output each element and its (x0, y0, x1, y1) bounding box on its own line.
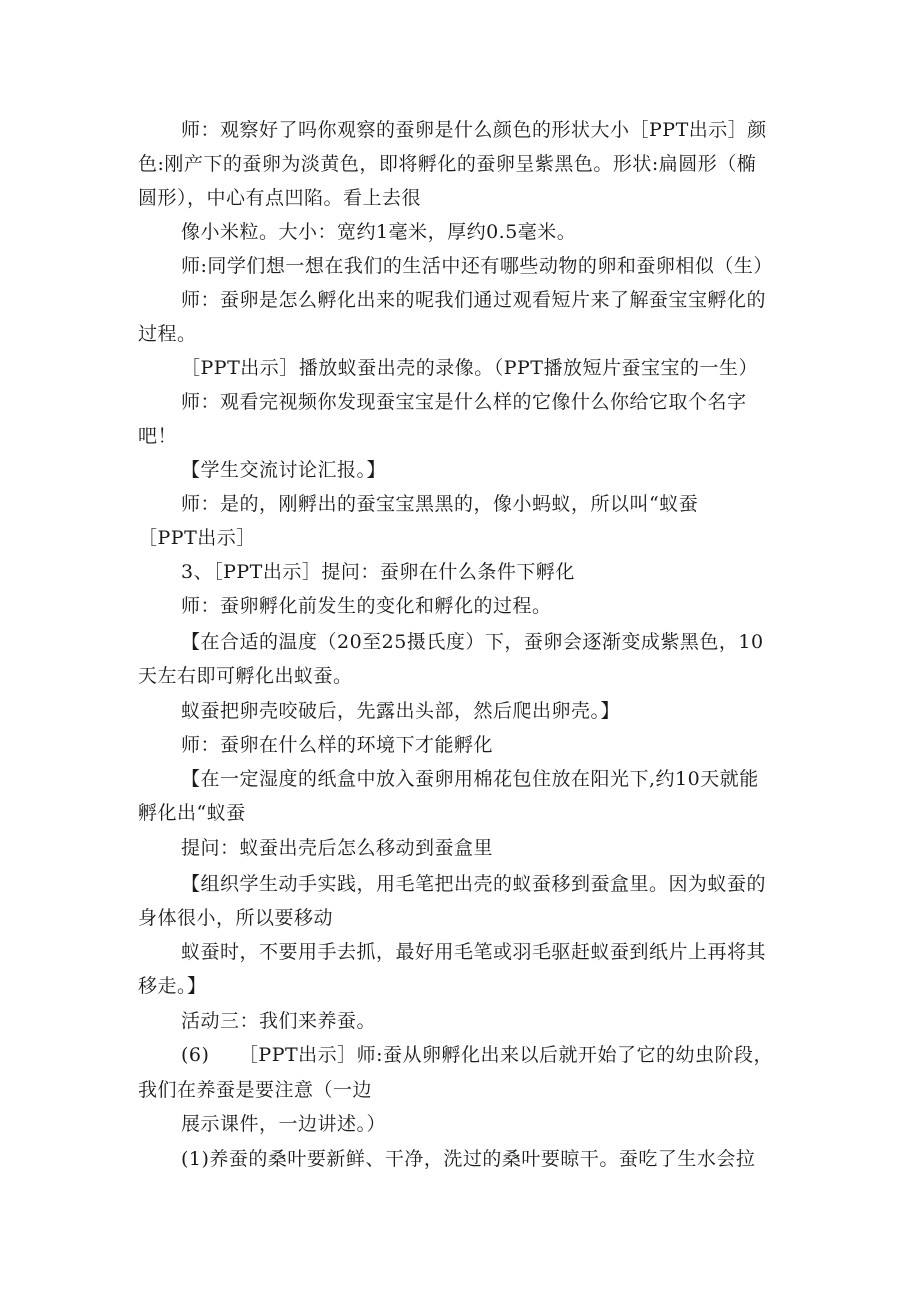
text-line: 蚁蚕把卵壳咬破后，先露出头部，然后爬出卵壳。】 (181, 700, 621, 722)
text-line: 色:刚产下的蚕卵为淡黄色，即将孵化的蚕卵呈紫黑色。形状:扁圆形（椭 (138, 153, 757, 175)
text-line: 圆形），中心有点凹陷。看上去很 (138, 187, 422, 209)
text-line: 【学生交流讨论汇报。】 (181, 459, 387, 481)
text-line: 移走。】 (138, 975, 207, 997)
text-line: 师：蚕卵孵化前发生的变化和孵化的过程。 (181, 595, 552, 617)
text-line: 天左右即可孵化出蚁蚕。 (138, 665, 353, 687)
text-line: 师：是的，刚孵出的蚕宝宝黑黑的，像小蚂蚁，所以叫“蚁蚕 (181, 493, 699, 515)
text-line: (6) ［PPT出示］师:蚕从卵孵化出来以后就开始了它的幼虫阶段， (181, 1044, 774, 1066)
text-line: 蚁蚕时，不要用手去抓，最好用毛笔或羽毛驱赶蚁蚕到纸片上再将其 (181, 941, 767, 963)
text-line: 【在合适的温度（20至25摄氏度）下，蚕卵会逐渐变成紫黑色，10 (181, 631, 764, 653)
text-line: 我们在养蚕是要注意（一边 (138, 1079, 373, 1101)
text-line: 3、［PPT出示］提问：蚕卵在什么条件下孵化 (181, 561, 575, 583)
text-line: 吧！ (138, 425, 178, 447)
text-line: 【组织学生动手实践，用毛笔把出壳的蚁蚕移到蚕盒里。因为蚁蚕的 (181, 873, 767, 895)
text-line: 师：观察好了吗你观察的蚕卵是什么颜色的形状大小［PPT出示］颜 (181, 119, 767, 141)
text-line: ［PPT出示］ (138, 527, 256, 549)
text-line: 师:同学们想一想在我们的生活中还有哪些动物的卵和蚕卵相似（生） (181, 255, 773, 277)
text-line: 孵化出“蚁蚕 (138, 802, 246, 824)
text-line: ［PPT出示］播放蚁蚕出壳的录像。（PPT播放短片蚕宝宝的一生） (181, 357, 758, 379)
text-line: 展示课件，一边讲述。） (181, 1113, 387, 1135)
text-line: 过程。 (138, 323, 197, 345)
text-line: 师：观看完视频你发现蚕宝宝是什么样的它像什么你给它取个名字 (181, 391, 747, 413)
text-line: 师：蚕卵在什么样的环境下才能孵化 (181, 734, 494, 756)
text-line: 师：蚕卵是怎么孵化出来的呢我们通过观看短片来了解蚕宝宝孵化的 (181, 289, 767, 311)
text-line: 【在一定湿度的纸盒中放入蚕卵用棉花包住放在阳光下,约10天就能 (181, 768, 759, 790)
text-line: 活动三：我们来养蚕。 (181, 1010, 377, 1032)
text-line: (1)养蚕的桑叶要新鲜、干净，洗过的桑叶要晾干。蚕吃了生水会拉 (181, 1148, 756, 1170)
text-line: 像小米粒。大小：宽约1毫米，厚约0.5毫米。 (181, 221, 577, 243)
text-line: 身体很小，所以要移动 (138, 907, 334, 929)
text-line: 提问：蚁蚕出壳后怎么移动到蚕盒里 (181, 837, 494, 859)
